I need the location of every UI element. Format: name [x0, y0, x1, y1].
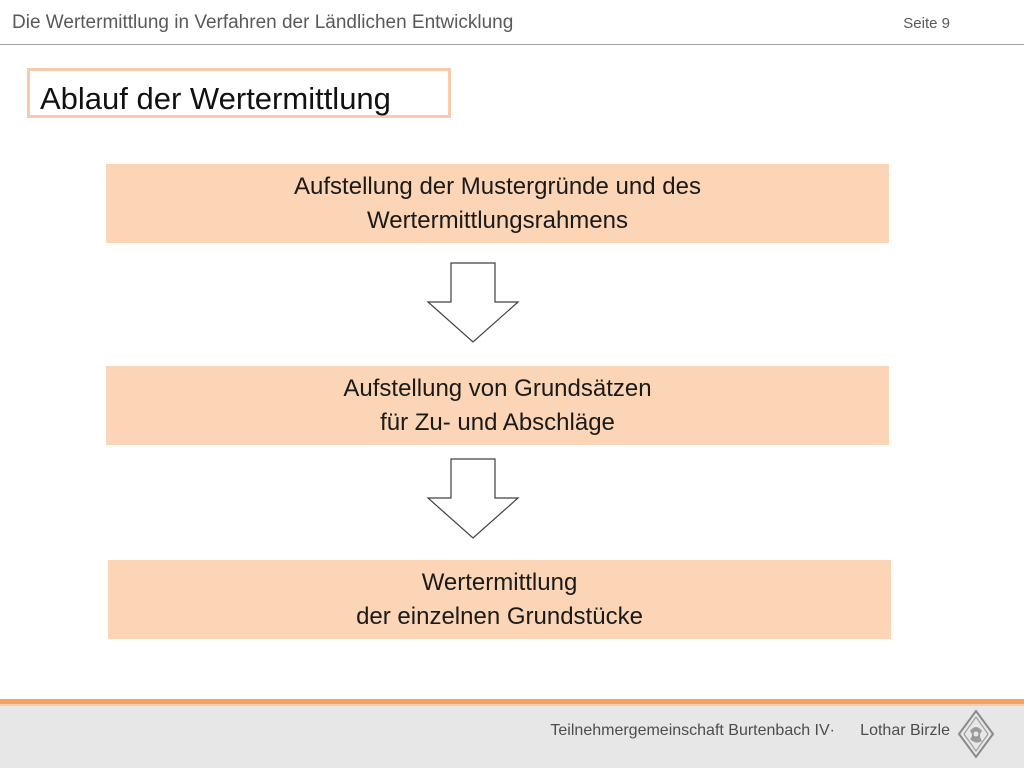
page-number: Seite 9 [903, 15, 950, 32]
step-1-line-2: Wertermittlungsrahmens [367, 206, 628, 234]
slide-footer [0, 706, 1024, 768]
down-arrow-icon [426, 458, 520, 540]
step-3-line-1: Wertermittlung [421, 568, 578, 596]
down-arrow-icon [426, 262, 520, 344]
step-2-line-1: Aufstellung von Grundsätzen [343, 374, 652, 402]
presentation-title: Die Wertermittlung in Verfahren der Ländlichen Entwicklung [12, 12, 514, 33]
process-step-3 [108, 560, 891, 639]
process-step-2 [106, 366, 889, 445]
process-step-1 [106, 164, 889, 243]
step-1-line-1: Aufstellung der Mustergründe und des [294, 172, 701, 200]
section-title-box [27, 68, 451, 118]
emblem-logo-icon [956, 709, 996, 759]
step-3-line-2: der einzelnen Grundstücke [356, 602, 643, 630]
footer-author: Lothar Birzle [860, 722, 950, 739]
slide-header [0, 0, 1024, 45]
section-title: Ablauf der Wertermittlung [40, 81, 391, 116]
footer-organization: Teilnehmergemeinschaft Burtenbach IV· [550, 722, 835, 739]
step-2-line-2: für Zu- und Abschläge [380, 408, 615, 436]
